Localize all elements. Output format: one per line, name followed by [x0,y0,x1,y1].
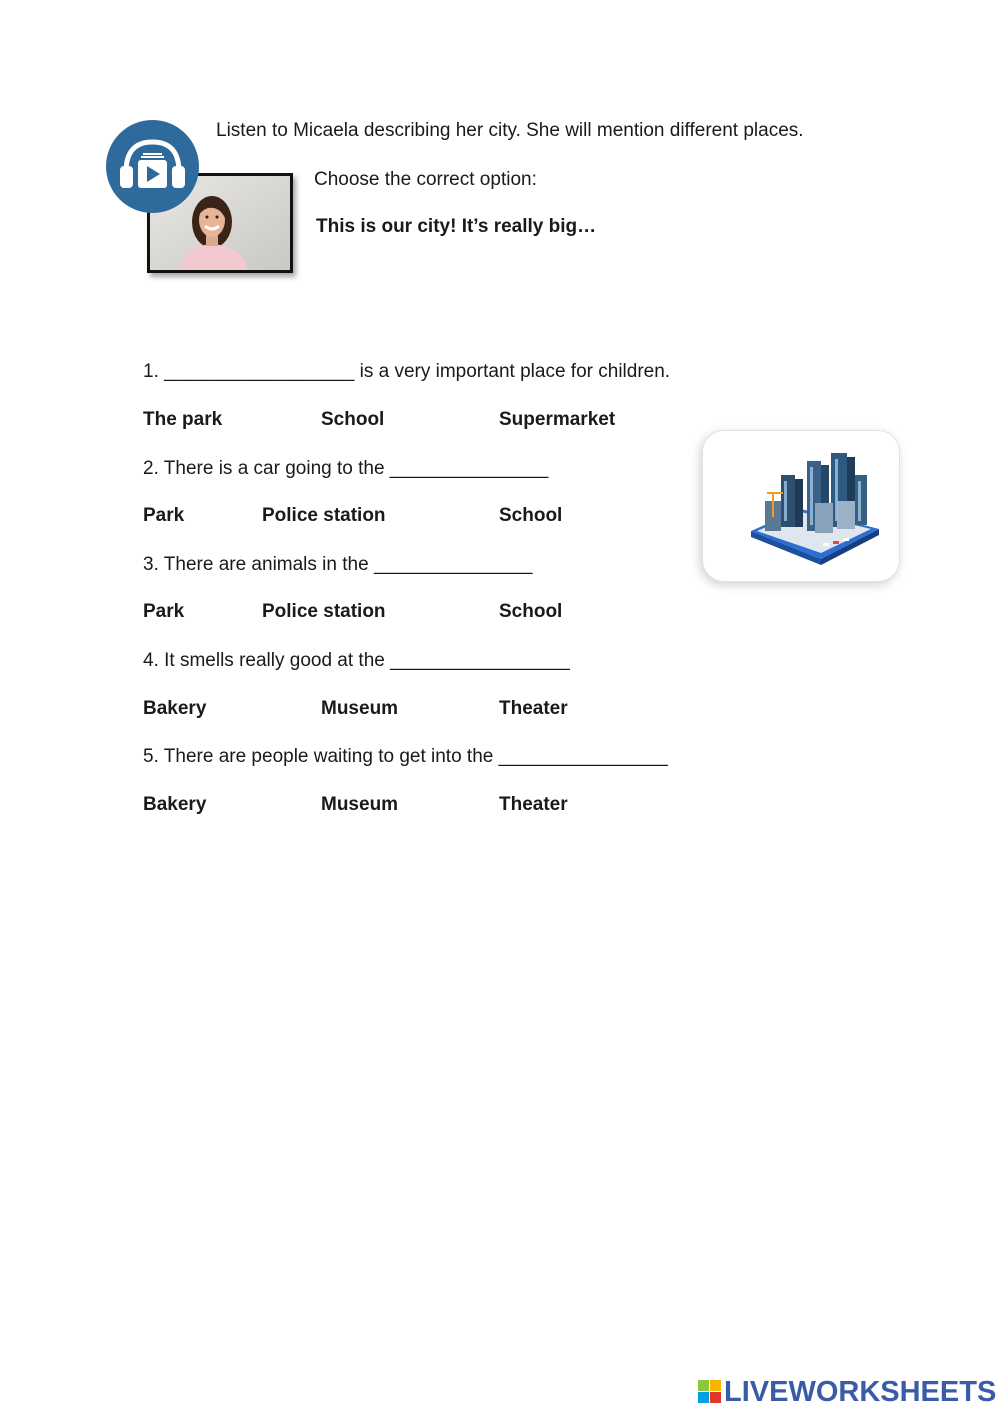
q1-option-1[interactable]: The park [143,409,223,430]
q3-option-1[interactable]: Park [143,601,185,622]
q5-option-1[interactable]: Bakery [143,794,207,815]
city-illustration [702,430,900,582]
liveworksheets-brand[interactable]: LIVEWORKSHEETS [724,1376,997,1408]
audio-play-button[interactable] [106,120,199,213]
q4-option-1[interactable]: Bakery [143,698,207,719]
question-4: 4. It smells really good at the _________________ [143,650,570,671]
choose-instruction: Choose the correct option: [314,169,537,190]
q2-option-1[interactable]: Park [143,505,185,526]
city-buildings-icon [703,431,899,581]
question-2: 2. There is a car going to the _______________ [143,458,549,479]
question-1: 1. __________________ is a very important place for children. [143,361,671,382]
q2-option-3[interactable]: School [499,505,563,526]
instruction-text: Listen to Micaela describing her city. She will mention different places. [216,120,804,141]
q4-option-2[interactable]: Museum [321,698,399,719]
q1-option-2[interactable]: School [321,409,385,430]
question-5: 5. There are people waiting to get into the ________________ [143,746,668,767]
q3-option-2[interactable]: Police station [262,601,386,622]
q2-option-2[interactable]: Police station [262,505,386,526]
q3-option-3[interactable]: School [499,601,563,622]
intro-statement: This is our city! It’s really big… [316,216,597,237]
q5-option-2[interactable]: Museum [321,794,399,815]
liveworksheets-logo-icon [698,1380,722,1404]
q4-option-3[interactable]: Theater [499,698,568,719]
q1-option-3[interactable]: Supermarket [499,409,616,430]
headphones-play-icon [106,120,199,213]
question-3: 3. There are animals in the _______________ [143,554,533,575]
q5-option-3[interactable]: Theater [499,794,568,815]
